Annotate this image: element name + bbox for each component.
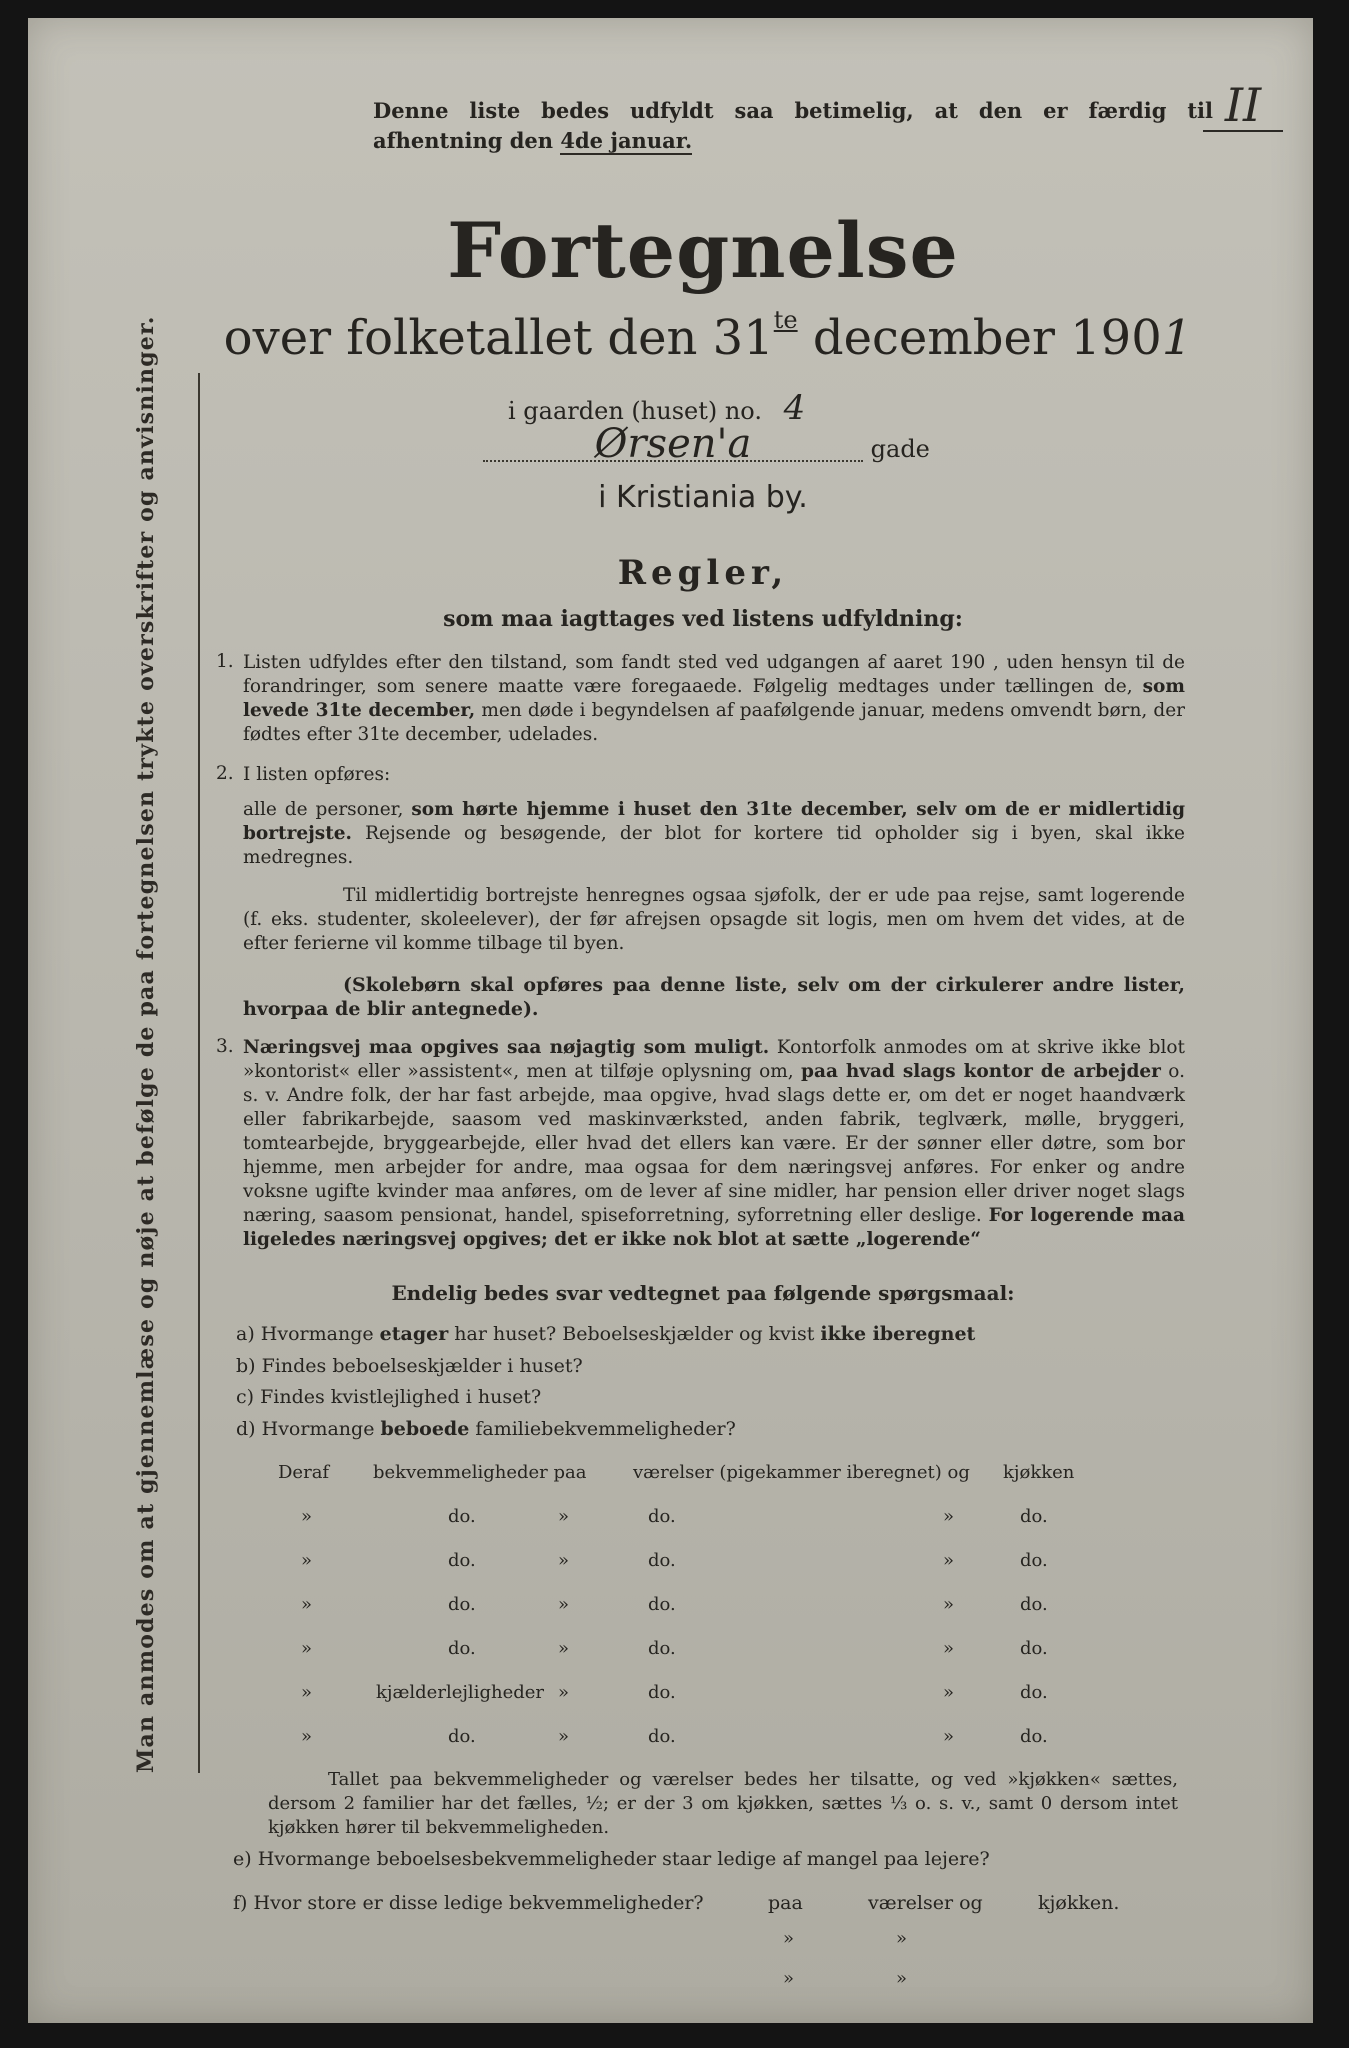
rule-3-text-d: o. s. v. Andre folk, der har fast arbejde, maa opgive, hvad slags dette er, om det er noget haandværk eller fabrikarbejde, saasom ved maskinværksted, anden fabrik, teglværk, mølle, bryggeri, tomtearbejde, bryggearbejde, eller hvad det ellers kan være. Er der sønner eller døtre, som bor hjemme, men arbejder for andre, maa ogsaa for dem næringsvej anføres. For enker og andre voksne ugifte kvinder maa anføres, om de lever af sine midler, har pension eller driver noget slags næring, saasom pensionat, handel, spiseforretning, syforretning eller deslige.	[243, 1061, 1185, 1226]
table-header-vaerelser: værelser (pigekammer iberegnet) og	[633, 1462, 970, 1483]
question-a-text: Hvormange	[260, 1323, 374, 1345]
question-b	[236, 1355, 583, 1377]
table-note: Tallet paa bekvemmeligheder og værelser bedes her tilsatte, og ved »kjøkken« sættes, dersom 2 familier har det fælles, ½; er der 3 om kjøkken, sættes ⅓ o. s. v., samt 0 dersom intet kjøkken hører til bekvemmeligheden.	[268, 1769, 1178, 1838]
rule-2-text-a: alle de personer,	[243, 799, 404, 820]
ditto-mark: »	[896, 1928, 908, 1949]
table-do: do.	[648, 1682, 676, 1703]
rule-3-bold-c: paa hvad slags kontor de arbejder	[801, 1061, 1161, 1082]
subtitle-prefix: over folketallet den 31	[223, 310, 774, 366]
rules-subheading: som maa iagttages ved listens udfyldning:	[443, 606, 963, 632]
table-do: do.	[648, 1726, 676, 1747]
ditto-mark: »	[896, 1968, 908, 1989]
question-f-label: f)	[233, 1892, 248, 1914]
ditto-mark: »	[558, 1506, 570, 1527]
table-do: do.	[1020, 1638, 1048, 1659]
notice-text: Denne liste bedes udfyldt saa betimelig, at den er færdig til afhentning den	[373, 98, 1213, 153]
street-name: Ørsen'a	[483, 428, 863, 462]
ditto-mark: »	[301, 1682, 313, 1703]
question-b-label: b)	[236, 1355, 256, 1377]
notice-date: 4de januar.	[560, 128, 693, 153]
rule-2-paragraph-2: Til midlertidig bortrejste henregnes ogsaa sjøfolk, der er ude paa rejse, samt logerende (f. eks. studenter, skoleelever), der før afrejsen opsagde sit logis, men om hvem det vides, at de efter ferierne vil komme tilbage til byen.	[243, 885, 1185, 954]
table-do: do.	[648, 1506, 676, 1527]
questions-heading: Endelig bedes svar vedtegnet paa følgende spørgsmaal:	[391, 1281, 1015, 1305]
pickup-notice	[373, 96, 1213, 156]
rule-1-text-a: Listen udfyldes efter den tilstand, som fandt sted ved udgangen af aaret 190 , uden hensyn til de forandringer, som senere maatte være foregaaede. Følgelig medtages under tællingen de,	[243, 652, 1185, 697]
table-do: do.	[1020, 1682, 1048, 1703]
ditto-mark: »	[558, 1594, 570, 1615]
table-header-kjokken: kjøkken	[1003, 1462, 1075, 1483]
table-header-deraf: Deraf	[278, 1462, 330, 1483]
rule-2-intro: I listen opføres:	[243, 764, 391, 785]
census-form-page	[28, 18, 1313, 2023]
rule-2-text-c: Rejsende og besøgende, der blot for kortere tid opholder sig i byen, skal ikke medregnes.	[243, 823, 1185, 868]
question-c	[236, 1386, 541, 1408]
rule-1-number: 1.	[216, 651, 234, 672]
street-line	[483, 421, 943, 467]
street-suffix: gade	[870, 435, 930, 463]
rule-3	[243, 1036, 1185, 1252]
rule-3-text-b: Kontorfolk anmodes om at skrive ikke blot »kontorist« eller »assistent«, men at tilføje oplysning om,	[243, 1037, 1185, 1082]
question-c-label: c)	[236, 1386, 255, 1408]
ditto-mark: »	[943, 1682, 955, 1703]
ditto-mark: »	[943, 1594, 955, 1615]
question-d-rest: familiebekvemmeligheder?	[475, 1418, 736, 1440]
question-a-bold2: ikke iberegnet	[820, 1323, 976, 1345]
question-e-label: e)	[233, 1848, 252, 1870]
ditto-mark: »	[301, 1506, 313, 1527]
ditto-mark: »	[783, 1968, 795, 1989]
question-d-bold: beboede	[380, 1418, 470, 1440]
table-do: do.	[448, 1550, 476, 1571]
question-f-vaerelser: værelser og	[868, 1892, 983, 1914]
table-do: do.	[448, 1506, 476, 1527]
rule-3-bold-a: Næringsvej maa opgives saa nøjagtig som muligt.	[243, 1037, 770, 1058]
form-subtitle	[208, 306, 1208, 366]
question-e	[233, 1848, 990, 1870]
question-b-text: Findes beboelseskjælder i huset?	[261, 1355, 583, 1377]
subtitle-handwritten-year: 1	[1161, 310, 1193, 366]
table-do: do.	[448, 1594, 476, 1615]
table-do: do.	[1020, 1550, 1048, 1571]
ditto-mark: »	[301, 1638, 313, 1659]
question-a	[236, 1323, 975, 1345]
question-d-label: d)	[236, 1418, 256, 1440]
rule-1	[243, 651, 1185, 747]
table-cellar-label: kjælderlejligheder	[376, 1682, 544, 1703]
table-do: do.	[1020, 1506, 1048, 1527]
rule-2	[243, 798, 1185, 870]
rule-3-number: 3.	[216, 1036, 234, 1057]
table-do: do.	[448, 1638, 476, 1659]
table-do: do.	[1020, 1726, 1048, 1747]
ditto-mark: »	[558, 1638, 570, 1659]
question-f-text: Hvor store er disse ledige bekvemmeligheder?	[253, 1892, 704, 1914]
question-c-text: Findes kvistlejlighed i huset?	[260, 1386, 542, 1408]
question-a-label: a)	[236, 1323, 255, 1345]
ditto-mark: »	[558, 1682, 570, 1703]
ditto-mark: »	[943, 1638, 955, 1659]
table-header-bekv: bekvemmeligheder paa	[373, 1462, 587, 1483]
question-f-kjokken: kjøkken.	[1038, 1892, 1120, 1914]
rules-heading: Regler,	[617, 553, 789, 593]
ditto-mark: »	[558, 1726, 570, 1747]
ditto-mark: »	[943, 1726, 955, 1747]
ditto-mark: »	[943, 1506, 955, 1527]
question-a-bold: etager	[379, 1323, 449, 1345]
subtitle-mid: december 190	[797, 310, 1162, 366]
ditto-mark: »	[558, 1550, 570, 1571]
rule-1-bold: som levede 31te december,	[243, 676, 1185, 721]
question-a-rest: har huset? Beboelseskjælder og kvist	[454, 1323, 815, 1345]
ditto-mark: »	[943, 1550, 955, 1571]
house-number: 4	[783, 388, 806, 428]
form-title: Fortegnelse	[447, 206, 959, 295]
rule-2-bold: som hørte hjemme i huset den 31te december, selv om de er midlertidig bortrejste.	[243, 799, 1186, 844]
rule-1-text-c: men døde i begyndelsen af paafølgende januar, medens omvendt børn, der fødtes efter 31te december, udelades.	[243, 700, 1185, 745]
table-do: do.	[448, 1726, 476, 1747]
ditto-mark: »	[301, 1594, 313, 1615]
question-f	[233, 1892, 704, 1914]
rule-2-paragraph-3: (Skolebørn skal opføres paa denne liste, selv om der cirkulerer andre lister, hvorpaa de blir antegnede).	[243, 974, 1185, 1020]
ditto-mark: »	[301, 1550, 313, 1571]
question-d	[236, 1418, 736, 1440]
ditto-mark: »	[783, 1928, 795, 1949]
city-line: i Kristiania by.	[598, 480, 808, 515]
table-do: do.	[648, 1550, 676, 1571]
ditto-mark: »	[301, 1726, 313, 1747]
side-divider-line	[198, 373, 200, 1773]
question-e-text: Hvormange beboelsesbekvemmeligheder staar ledige af mangel paa lejere?	[257, 1848, 990, 1870]
subtitle-sup: te	[773, 306, 798, 334]
handwritten-sheet-number: II	[1203, 80, 1283, 132]
table-do: do.	[648, 1594, 676, 1615]
table-do: do.	[1020, 1594, 1048, 1615]
house-prefix: i gaarden (huset) no.	[508, 397, 762, 425]
side-instruction-text: Man anmodes om at gjennemlæse og nøje at befølge de paa fortegnelsen trykte overskrifter og anvisninger.	[133, 315, 159, 1773]
table-do: do.	[648, 1638, 676, 1659]
rule-3-bold-e: For logerende maa ligeledes næringsvej opgives; det er ikke nok blot at sætte „logerende“	[243, 1205, 1185, 1250]
question-f-paa: paa	[768, 1892, 803, 1914]
question-d-text: Hvormange	[261, 1418, 375, 1440]
rule-2-number: 2.	[216, 763, 234, 784]
